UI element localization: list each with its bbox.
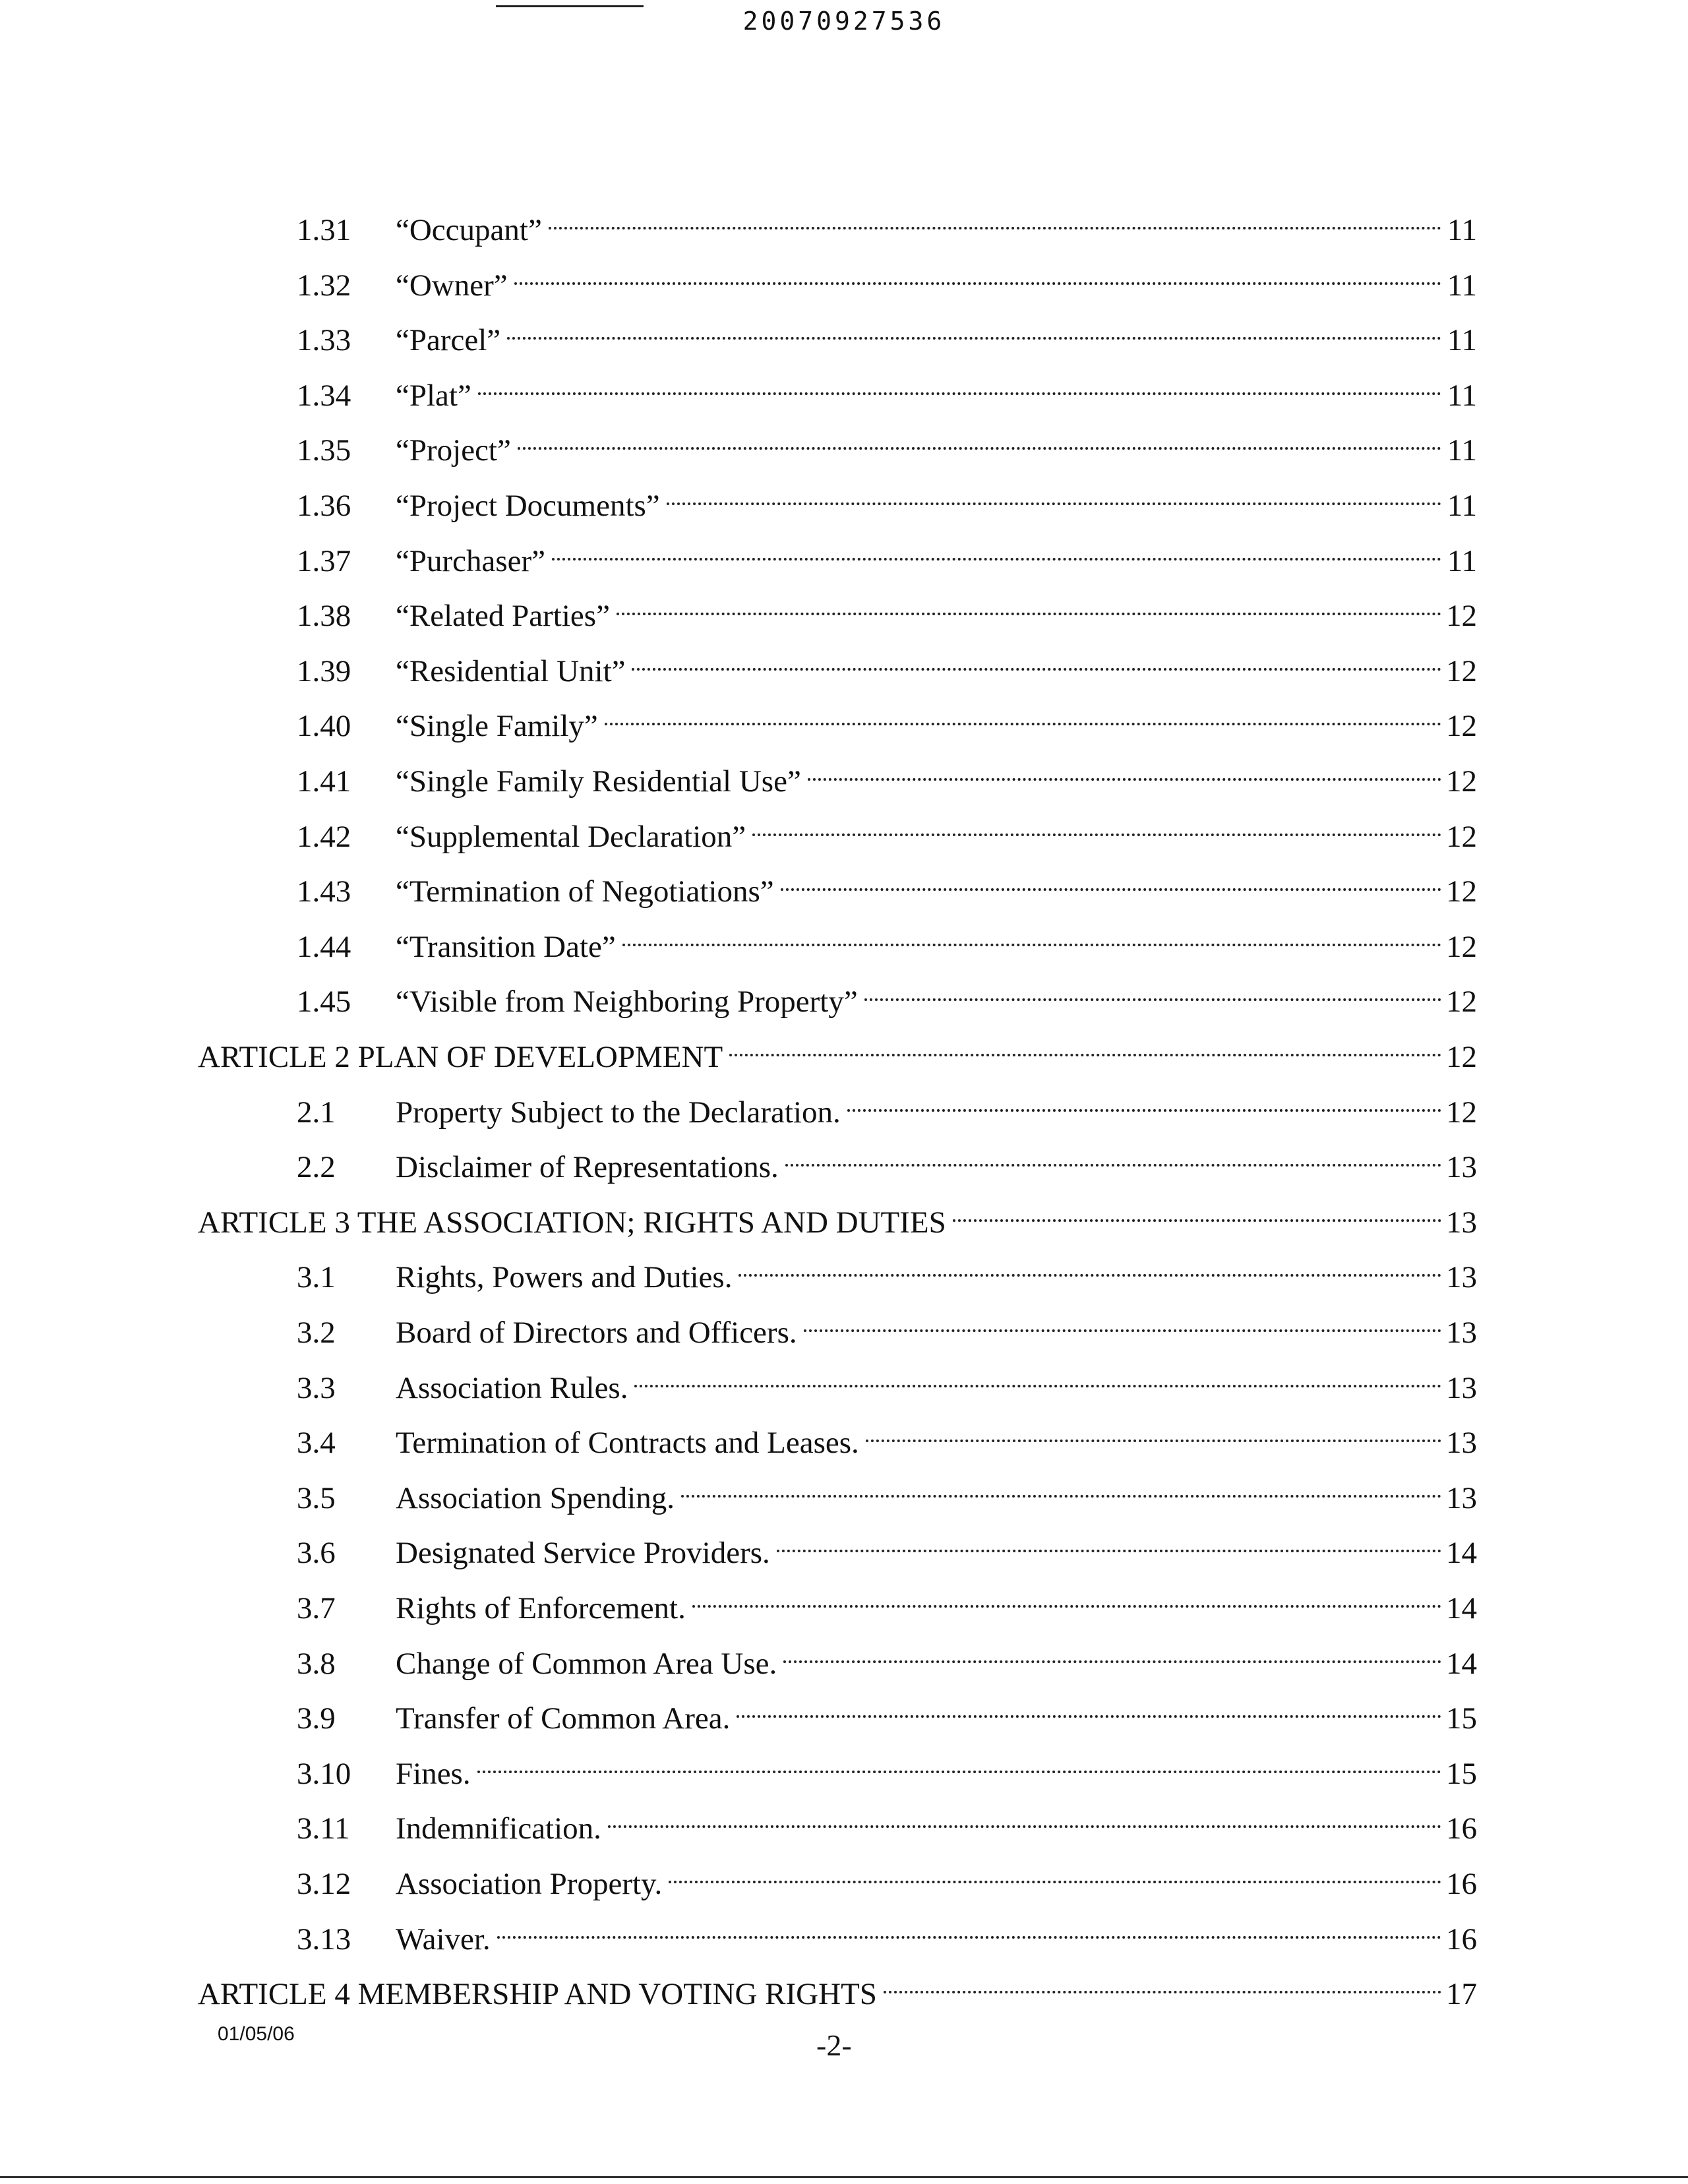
toc-section-entry [297, 915, 1477, 964]
toc-entry-title: “Occupant” [396, 213, 542, 247]
toc-section-number: 3.11 [297, 1811, 350, 1846]
toc-entry-title: “Related Parties” [396, 599, 610, 633]
toc-section-entry [297, 1686, 1477, 1736]
toc-section-number: 3.3 [297, 1371, 336, 1405]
toc-section-entry [297, 1631, 1477, 1681]
toc-section-entry [297, 1356, 1477, 1405]
footer-date: 01/05/06 [218, 2023, 295, 2045]
toc-section-number: 3.12 [297, 1867, 351, 1901]
toc-entry-title: Association Spending. [396, 1481, 675, 1515]
toc-page-number: 13 [1446, 1481, 1477, 1515]
toc-section-entry [297, 418, 1477, 468]
footer-page-number: -2- [816, 2028, 852, 2062]
toc-page-number: 14 [1446, 1647, 1477, 1681]
toc-page-number: 12 [1446, 930, 1477, 964]
dot-leader [847, 1080, 1441, 1122]
toc-entry-title: “Visible from Neighboring Property” [396, 985, 858, 1019]
toc-entry-title: ARTICLE 3 THE ASSOCIATION; RIGHTS AND DUTIES [198, 1205, 946, 1240]
toc-section-number: 1.38 [297, 599, 351, 633]
toc-page-number: 12 [1446, 985, 1477, 1019]
dot-leader [497, 1907, 1441, 1949]
toc-entry-title: Designated Service Providers. [396, 1536, 770, 1570]
toc-section-number: 3.4 [297, 1426, 336, 1460]
dot-leader [681, 1466, 1441, 1508]
toc-page-number: 16 [1446, 1922, 1477, 1957]
dot-leader [729, 1025, 1441, 1067]
toc-page-number: 17 [1446, 1977, 1477, 2011]
toc-entry-title: “Project” [396, 433, 511, 468]
toc-section-entry [297, 1796, 1477, 1846]
toc-section-number: 3.1 [297, 1260, 336, 1294]
dot-leader [608, 1796, 1441, 1838]
toc-section-number: 3.9 [297, 1701, 336, 1736]
toc-entry-title: Association Rules. [396, 1371, 628, 1405]
toc-entry-title: Rights, Powers and Duties. [396, 1260, 733, 1294]
toc-page-number: 11 [1447, 379, 1477, 413]
toc-entry-title: Property Subject to the Declaration. [396, 1095, 841, 1130]
dot-leader [785, 1135, 1441, 1177]
toc-section-entry [297, 253, 1477, 303]
dot-leader [864, 969, 1441, 1012]
toc-section-number: 1.39 [297, 654, 351, 688]
toc-page-number: 12 [1446, 874, 1477, 909]
toc-section-entry [297, 1852, 1477, 1901]
toc-entry-title: “Supplemental Declaration” [396, 820, 746, 854]
toc-page-number: 12 [1446, 599, 1477, 633]
toc-section-number: 3.10 [297, 1757, 351, 1791]
toc-section-entry [297, 1300, 1477, 1350]
dot-leader [549, 198, 1441, 240]
toc-article-entry [198, 1190, 1477, 1240]
toc-page-number: 14 [1446, 1536, 1477, 1570]
toc-page-number: 12 [1446, 1040, 1477, 1074]
toc-section-entry [297, 308, 1477, 357]
toc-section-number: 2.1 [297, 1095, 336, 1130]
toc-section-number: 1.42 [297, 820, 351, 854]
toc-page-number: 12 [1446, 709, 1477, 743]
toc-section-number: 1.40 [297, 709, 351, 743]
dot-leader [781, 859, 1441, 901]
toc-section-entry [297, 1410, 1477, 1460]
dot-leader [552, 529, 1441, 571]
toc-section-entry [297, 749, 1477, 799]
toc-entry-title: “Transition Date” [396, 930, 616, 964]
dot-leader [953, 1190, 1441, 1232]
toc-page-number: 16 [1446, 1811, 1477, 1846]
dot-leader [737, 1686, 1441, 1728]
toc-entry-title: Board of Directors and Officers. [396, 1316, 797, 1350]
toc-section-entry [297, 584, 1477, 633]
toc-entry-title: Transfer of Common Area. [396, 1701, 731, 1736]
toc-section-number: 3.8 [297, 1647, 336, 1681]
document-number: 20070927536 [742, 7, 946, 36]
dot-leader [884, 1962, 1441, 2004]
toc-entry-title: “Purchaser” [396, 544, 546, 578]
toc-section-entry [297, 694, 1477, 743]
toc-section-number: 1.44 [297, 930, 351, 964]
dot-leader [507, 308, 1441, 350]
toc-section-number: 1.45 [297, 985, 351, 1019]
toc-section-entry [297, 363, 1477, 413]
toc-page-number: 16 [1446, 1867, 1477, 1901]
toc-section-number: 3.6 [297, 1536, 336, 1570]
dot-leader [632, 639, 1441, 681]
toc-section-entry [297, 1245, 1477, 1294]
toc-page-number: 11 [1447, 268, 1477, 303]
toc-page-number: 13 [1446, 1150, 1477, 1184]
toc-page-number: 13 [1446, 1260, 1477, 1294]
dot-leader [669, 1852, 1441, 1894]
toc-section-number: 3.5 [297, 1481, 336, 1515]
toc-entry-title: “Termination of Negotiations” [396, 874, 774, 909]
dot-leader [617, 584, 1441, 626]
toc-section-number: 1.35 [297, 433, 351, 468]
toc-page-number: 13 [1446, 1205, 1477, 1240]
toc-entry-title: Termination of Contracts and Leases. [396, 1426, 859, 1460]
dot-leader [738, 1245, 1441, 1287]
toc-article-entry [198, 1025, 1477, 1074]
dot-leader [478, 363, 1441, 406]
toc-page-number: 13 [1446, 1426, 1477, 1460]
toc-section-entry [297, 804, 1477, 854]
toc-page-number: 13 [1446, 1316, 1477, 1350]
dot-leader [804, 1300, 1441, 1343]
toc-entry-title: “Parcel” [396, 323, 501, 357]
bottom-rule [0, 2176, 1688, 2178]
dot-leader [514, 253, 1441, 295]
dot-leader [752, 804, 1441, 847]
dot-leader [692, 1576, 1441, 1618]
toc-entry-title: “Owner” [396, 268, 508, 303]
toc-section-number: 3.7 [297, 1591, 336, 1625]
toc-section-number: 1.37 [297, 544, 351, 578]
toc-section-number: 1.41 [297, 764, 351, 799]
toc-page-number: 11 [1447, 323, 1477, 357]
toc-section-number: 1.43 [297, 874, 351, 909]
toc-section-entry [297, 1907, 1477, 1957]
toc-entry-title: “Residential Unit” [396, 654, 626, 688]
toc-page-number: 14 [1446, 1591, 1477, 1625]
toc-section-entry [297, 1742, 1477, 1791]
dot-leader [622, 915, 1441, 957]
toc-entry-title: ARTICLE 2 PLAN OF DEVELOPMENT [198, 1040, 723, 1074]
toc-entry-title: ARTICLE 4 MEMBERSHIP AND VOTING RIGHTS [198, 1977, 877, 2011]
dot-leader [477, 1742, 1441, 1784]
toc-entry-title: Waiver. [396, 1922, 491, 1957]
toc-section-entry [297, 859, 1477, 909]
toc-entry-title: “Plat” [396, 379, 471, 413]
toc-section-number: 3.13 [297, 1922, 351, 1957]
toc-section-entry [297, 529, 1477, 578]
toc-page-number: 13 [1446, 1371, 1477, 1405]
toc-entry-title: Disclaimer of Representations. [396, 1150, 779, 1184]
toc-page-number: 15 [1446, 1701, 1477, 1736]
toc-section-entry [297, 198, 1477, 247]
dot-leader [808, 749, 1441, 791]
toc-entry-title: Rights of Enforcement. [396, 1591, 686, 1625]
toc-section-entry [297, 1576, 1477, 1625]
dot-leader [634, 1356, 1441, 1398]
toc-page-number: 11 [1447, 433, 1477, 468]
toc-page-number: 15 [1446, 1757, 1477, 1791]
toc-section-entry [297, 969, 1477, 1019]
toc-page-number: 12 [1446, 820, 1477, 854]
toc-page-number: 11 [1447, 213, 1477, 247]
toc-page-number: 12 [1446, 764, 1477, 799]
dot-leader [667, 473, 1441, 516]
toc-entry-title: Change of Common Area Use. [396, 1647, 777, 1681]
toc-section-number: 1.33 [297, 323, 351, 357]
toc-section-number: 1.36 [297, 489, 351, 523]
toc-entry-title: Association Property. [396, 1867, 663, 1901]
toc-section-number: 1.32 [297, 268, 351, 303]
toc-entry-title: “Single Family” [396, 709, 598, 743]
toc-section-number: 2.2 [297, 1150, 336, 1184]
toc-page-number: 11 [1447, 544, 1477, 578]
toc-section-entry [297, 473, 1477, 523]
toc-entry-title: Fines. [396, 1757, 471, 1791]
toc-section-entry [297, 1135, 1477, 1184]
toc-section-entry [297, 1080, 1477, 1130]
dot-leader [518, 418, 1441, 460]
toc-section-number: 1.34 [297, 379, 351, 413]
toc-entry-title: “Project Documents” [396, 489, 660, 523]
toc-section-entry [297, 1521, 1477, 1570]
toc-section-entry [297, 1466, 1477, 1515]
dot-leader [777, 1521, 1441, 1563]
toc-page-number: 12 [1446, 654, 1477, 688]
toc-article-entry [198, 1962, 1477, 2011]
toc-section-entry [297, 639, 1477, 688]
toc-section-number: 1.31 [297, 213, 351, 247]
dot-leader [783, 1631, 1441, 1674]
dot-leader [605, 694, 1441, 736]
toc-page-number: 12 [1446, 1095, 1477, 1130]
toc-entry-title: “Single Family Residential Use” [396, 764, 801, 799]
toc-entry-title: Indemnification. [396, 1811, 601, 1846]
toc-page-number: 11 [1447, 489, 1477, 523]
dot-leader [866, 1410, 1441, 1453]
toc-section-number: 3.2 [297, 1316, 336, 1350]
